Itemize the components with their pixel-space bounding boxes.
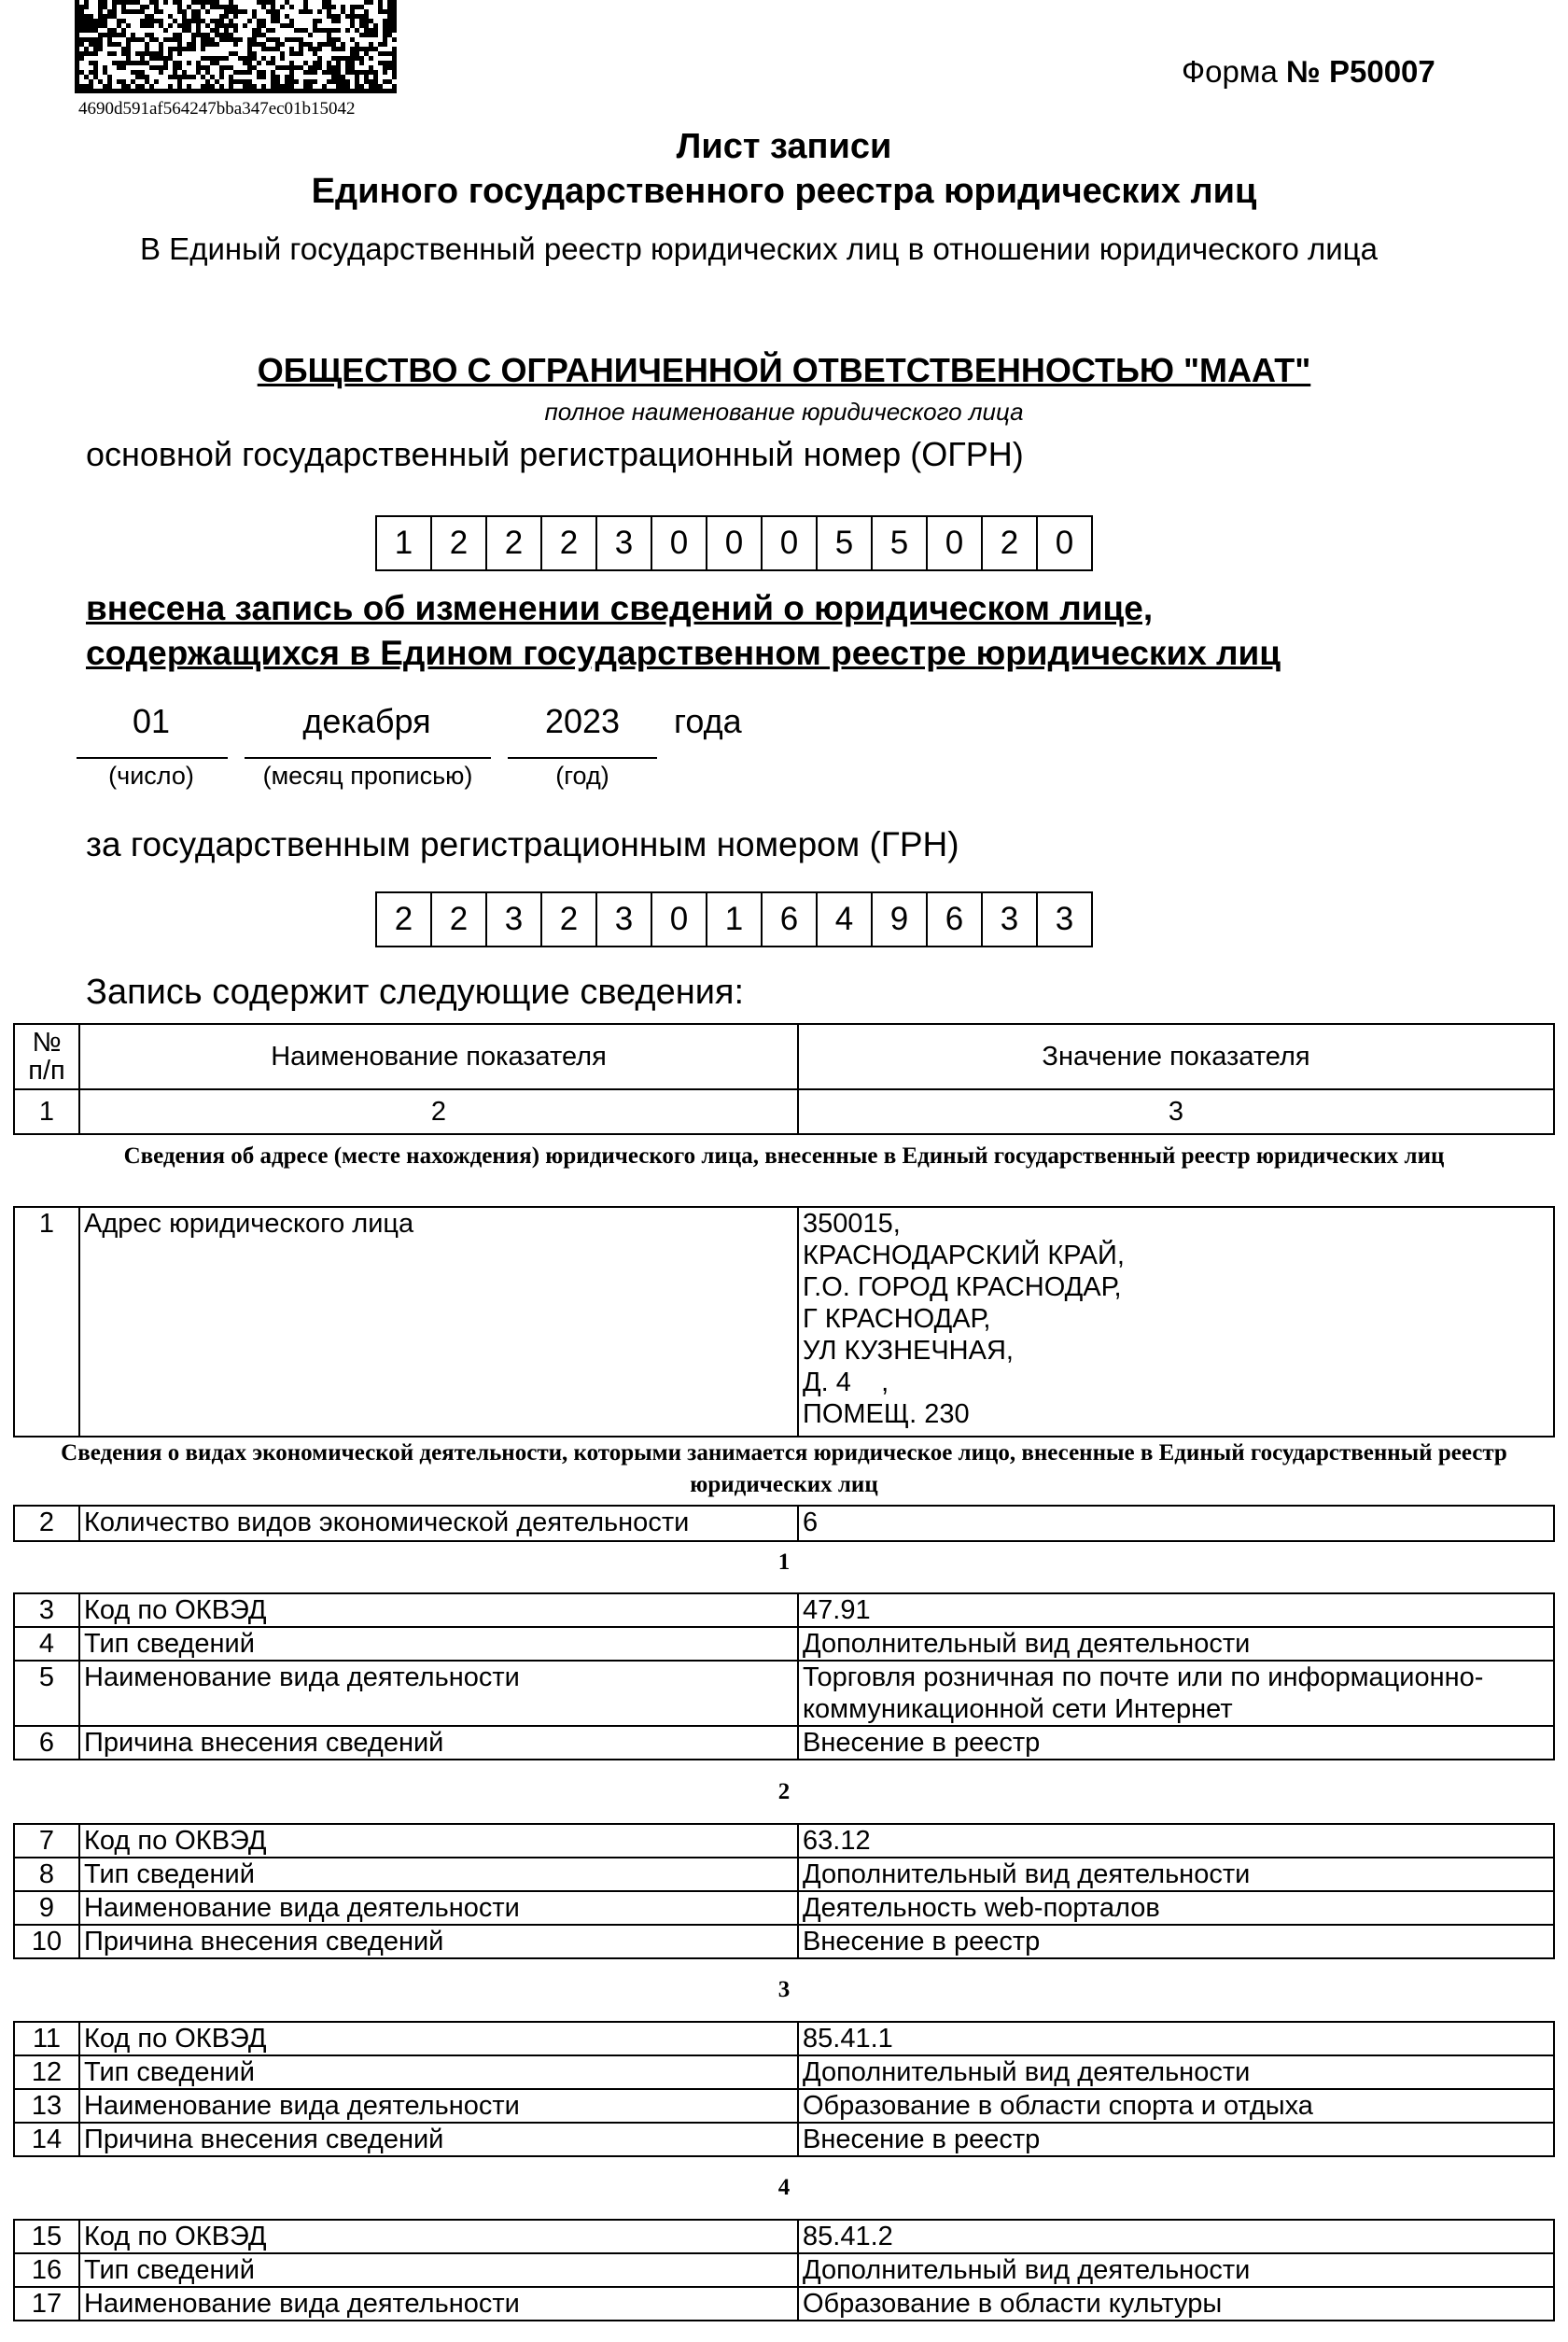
date-suffix: года	[674, 702, 742, 740]
table-row	[14, 2123, 1554, 2156]
ogrn-digit: 1	[375, 515, 432, 571]
grn-digit: 9	[871, 891, 928, 947]
okved-group-table	[13, 2021, 1555, 2157]
table-row	[14, 1891, 1554, 1925]
records-table-header	[13, 1023, 1555, 1135]
document-title: Лист записи	[676, 127, 892, 166]
row-number: 11	[14, 2022, 79, 2055]
row-number: 16	[14, 2253, 79, 2287]
grn-digit: 3	[1036, 891, 1093, 947]
table-row	[14, 1726, 1554, 1760]
month-underline	[245, 757, 491, 759]
row-name: Тип сведений	[79, 2253, 798, 2287]
table-row	[14, 2089, 1554, 2123]
form-prefix: Форма	[1182, 54, 1278, 89]
row-number: 8	[14, 1858, 79, 1891]
grn-digit: 1	[706, 891, 763, 947]
grn-digit: 3	[595, 891, 652, 947]
okved-group-label: 4	[777, 2175, 791, 2200]
row-value: Внесение в реестр	[798, 2123, 1554, 2156]
okved-group-label: 1	[777, 1550, 791, 1575]
ogrn-digit: 2	[430, 515, 487, 571]
table-row	[14, 2055, 1554, 2089]
ogrn-number	[377, 515, 1093, 571]
year-underline	[508, 757, 657, 759]
row-name: Количество видов экономической деятельности	[79, 1506, 798, 1541]
org-full-name: ОБЩЕСТВО С ОГРАНИЧЕННОЙ ОТВЕТСТВЕННОСТЬЮ "МААТ"	[257, 351, 1311, 389]
row-value: 85.41.2	[798, 2220, 1554, 2253]
ogrn-digit: 5	[816, 515, 873, 571]
ogrn-digit: 0	[651, 515, 707, 571]
grn-digit: 6	[926, 891, 983, 947]
row-value: Образование в области культуры	[798, 2287, 1554, 2321]
table-row	[14, 1824, 1554, 1858]
date-year: 2023	[544, 702, 621, 740]
intro-text: В Единый государственный реестр юридических лиц в отношении юридического лица	[140, 231, 1378, 266]
row-number: 2	[14, 1506, 79, 1541]
org-name-caption: полное наименование юридического лица	[544, 398, 1024, 426]
address-line: ПОМЕЩ. 230	[803, 1399, 970, 1429]
col-name-header: Наименование показателя	[79, 1024, 798, 1089]
document-hash: 4690d591af564247bba347ec01b15042	[78, 99, 356, 119]
document-subtitle: Единого государственного реестра юридических лиц	[311, 172, 1257, 211]
grn-digit: 0	[651, 891, 707, 947]
row-value: Торговля розничная по почте или по информационно-коммуникационной сети Интернет	[798, 1661, 1554, 1726]
date-month: декабря	[302, 702, 431, 740]
row-number: 6	[14, 1726, 79, 1760]
row-value: 85.41.1	[798, 2022, 1554, 2055]
row-name: Тип сведений	[79, 1858, 798, 1891]
ogrn-digit: 0	[761, 515, 818, 571]
ogrn-digit: 2	[540, 515, 597, 571]
table-row	[14, 1506, 1554, 1541]
header-row	[14, 1024, 1554, 1089]
ogrn-label: основной государственный регистрационный номер (ОГРН)	[86, 435, 1024, 473]
row-number: 3	[14, 1593, 79, 1627]
row-number: 10	[14, 1925, 79, 1958]
row-value: Дополнительный вид деятельности	[798, 2253, 1554, 2287]
grn-number	[377, 891, 1093, 947]
row-name: Тип сведений	[79, 2055, 798, 2089]
table-row	[14, 2287, 1554, 2321]
header-numbers-row	[14, 1089, 1554, 1134]
row-value: 6	[798, 1506, 1554, 1541]
row-number: 13	[14, 2089, 79, 2123]
grn-label: за государственным регистрационным номером (ГРН)	[86, 825, 959, 863]
grn-digit: 2	[375, 891, 432, 947]
ogrn-digit: 2	[981, 515, 1038, 571]
table-row	[14, 1627, 1554, 1661]
form-code: № Р50007	[1286, 54, 1435, 89]
ogrn-digit: 2	[485, 515, 542, 571]
row-name: Причина внесения сведений	[79, 2123, 798, 2156]
row-value: Дополнительный вид деятельности	[798, 2055, 1554, 2089]
row-name: Адрес юридического лица	[79, 1207, 798, 1437]
form-number	[1182, 54, 1435, 90]
ogrn-digit: 3	[595, 515, 652, 571]
row-value: Внесение в реестр	[798, 1925, 1554, 1958]
row-value: Образование в области спорта и отдыха	[798, 2089, 1554, 2123]
address-line: 350015,	[803, 1209, 901, 1239]
change-statement	[86, 586, 1281, 676]
row-name: Наименование вида деятельности	[79, 2089, 798, 2123]
year-caption: (год)	[555, 762, 609, 790]
row-name: Наименование вида деятельности	[79, 2287, 798, 2321]
row-value: 63.12	[798, 1824, 1554, 1858]
row-name: Наименование вида деятельности	[79, 1661, 798, 1726]
row-number: 1	[14, 1207, 79, 1437]
day-caption: (число)	[108, 762, 194, 790]
table-row	[14, 2253, 1554, 2287]
row-name: Причина внесения сведений	[79, 1726, 798, 1760]
col-value-index: 3	[798, 1089, 1554, 1134]
row-value: Деятельность web-порталов	[798, 1891, 1554, 1925]
grn-digit: 4	[816, 891, 873, 947]
okved-group-label: 3	[777, 1977, 791, 2002]
row-number: 5	[14, 1661, 79, 1726]
row-name: Код по ОКВЭД	[79, 2220, 798, 2253]
ogrn-digit: 0	[706, 515, 763, 571]
row-name: Наименование вида деятельности	[79, 1891, 798, 1925]
address-line: КРАСНОДАРСКИЙ КРАЙ,	[803, 1241, 1125, 1270]
row-number: 14	[14, 2123, 79, 2156]
okved-group-table	[13, 1823, 1555, 1959]
row-number: 15	[14, 2220, 79, 2253]
row-value: Дополнительный вид деятельности	[798, 1858, 1554, 1891]
row-value: 47.91	[798, 1593, 1554, 1627]
col-value-header: Значение показателя	[798, 1024, 1554, 1089]
table-row	[14, 1858, 1554, 1891]
ogrn-digit: 0	[926, 515, 983, 571]
okved-group-label: 2	[777, 1779, 791, 1804]
table-row	[14, 1207, 1554, 1437]
address-line: Г КРАСНОДАР,	[803, 1304, 991, 1334]
address-table	[13, 1206, 1555, 1437]
address-line: Д. 4 ,	[803, 1367, 889, 1397]
date-day: 01	[132, 702, 171, 740]
row-name: Тип сведений	[79, 1627, 798, 1661]
section-address-title: Сведения об адресе (месте нахождения) юридического лица, внесенные в Единый государственный реестр юридических лиц	[123, 1143, 1445, 1169]
month-caption: (месяц прописью)	[262, 762, 473, 790]
col-name-index: 2	[79, 1089, 798, 1134]
grn-digit: 3	[981, 891, 1038, 947]
datamatrix-barcode	[75, 0, 397, 93]
row-number: 17	[14, 2287, 79, 2321]
address-value	[798, 1207, 1554, 1437]
ogrn-digit: 5	[871, 515, 928, 571]
day-underline	[77, 757, 228, 759]
okved-count-table	[13, 1505, 1555, 1542]
okved-group-table	[13, 2219, 1555, 2321]
address-line: УЛ КУЗНЕЧНАЯ,	[803, 1336, 1014, 1366]
row-number: 9	[14, 1891, 79, 1925]
table-row	[14, 2220, 1554, 2253]
section-okved-title: Сведения о видах экономической деятельности, которыми занимается юридическое лицо, внесенные в Единый государственный реестр юридических лиц	[61, 1440, 1507, 1497]
row-name: Код по ОКВЭД	[79, 1593, 798, 1627]
table-row	[14, 2022, 1554, 2055]
row-name: Причина внесения сведений	[79, 1925, 798, 1958]
row-name: Код по ОКВЭД	[79, 2022, 798, 2055]
record-label: Запись содержит следующие сведения:	[86, 973, 745, 1012]
grn-digit: 2	[430, 891, 487, 947]
row-number: 4	[14, 1627, 79, 1661]
row-number: 7	[14, 1824, 79, 1858]
address-line: Г.О. ГОРОД КРАСНОДАР,	[803, 1272, 1122, 1302]
ogrn-digit: 0	[1036, 515, 1093, 571]
col-number-index: 1	[14, 1089, 79, 1134]
grn-digit: 6	[761, 891, 818, 947]
row-value: Внесение в реестр	[798, 1726, 1554, 1760]
table-row	[14, 1593, 1554, 1627]
row-name: Код по ОКВЭД	[79, 1824, 798, 1858]
table-row	[14, 1661, 1554, 1726]
row-number: 12	[14, 2055, 79, 2089]
change-line-1: внесена запись об изменении сведений о юридическом лице,	[86, 589, 1154, 627]
row-value: Дополнительный вид деятельности	[798, 1627, 1554, 1661]
col-number-header: № п/п	[14, 1024, 79, 1089]
table-row	[14, 1925, 1554, 1958]
change-line-2: содержащихся в Едином государственном реестре юридических лиц	[86, 634, 1281, 672]
okved-group-table	[13, 1592, 1555, 1760]
grn-digit: 3	[485, 891, 542, 947]
grn-digit: 2	[540, 891, 597, 947]
